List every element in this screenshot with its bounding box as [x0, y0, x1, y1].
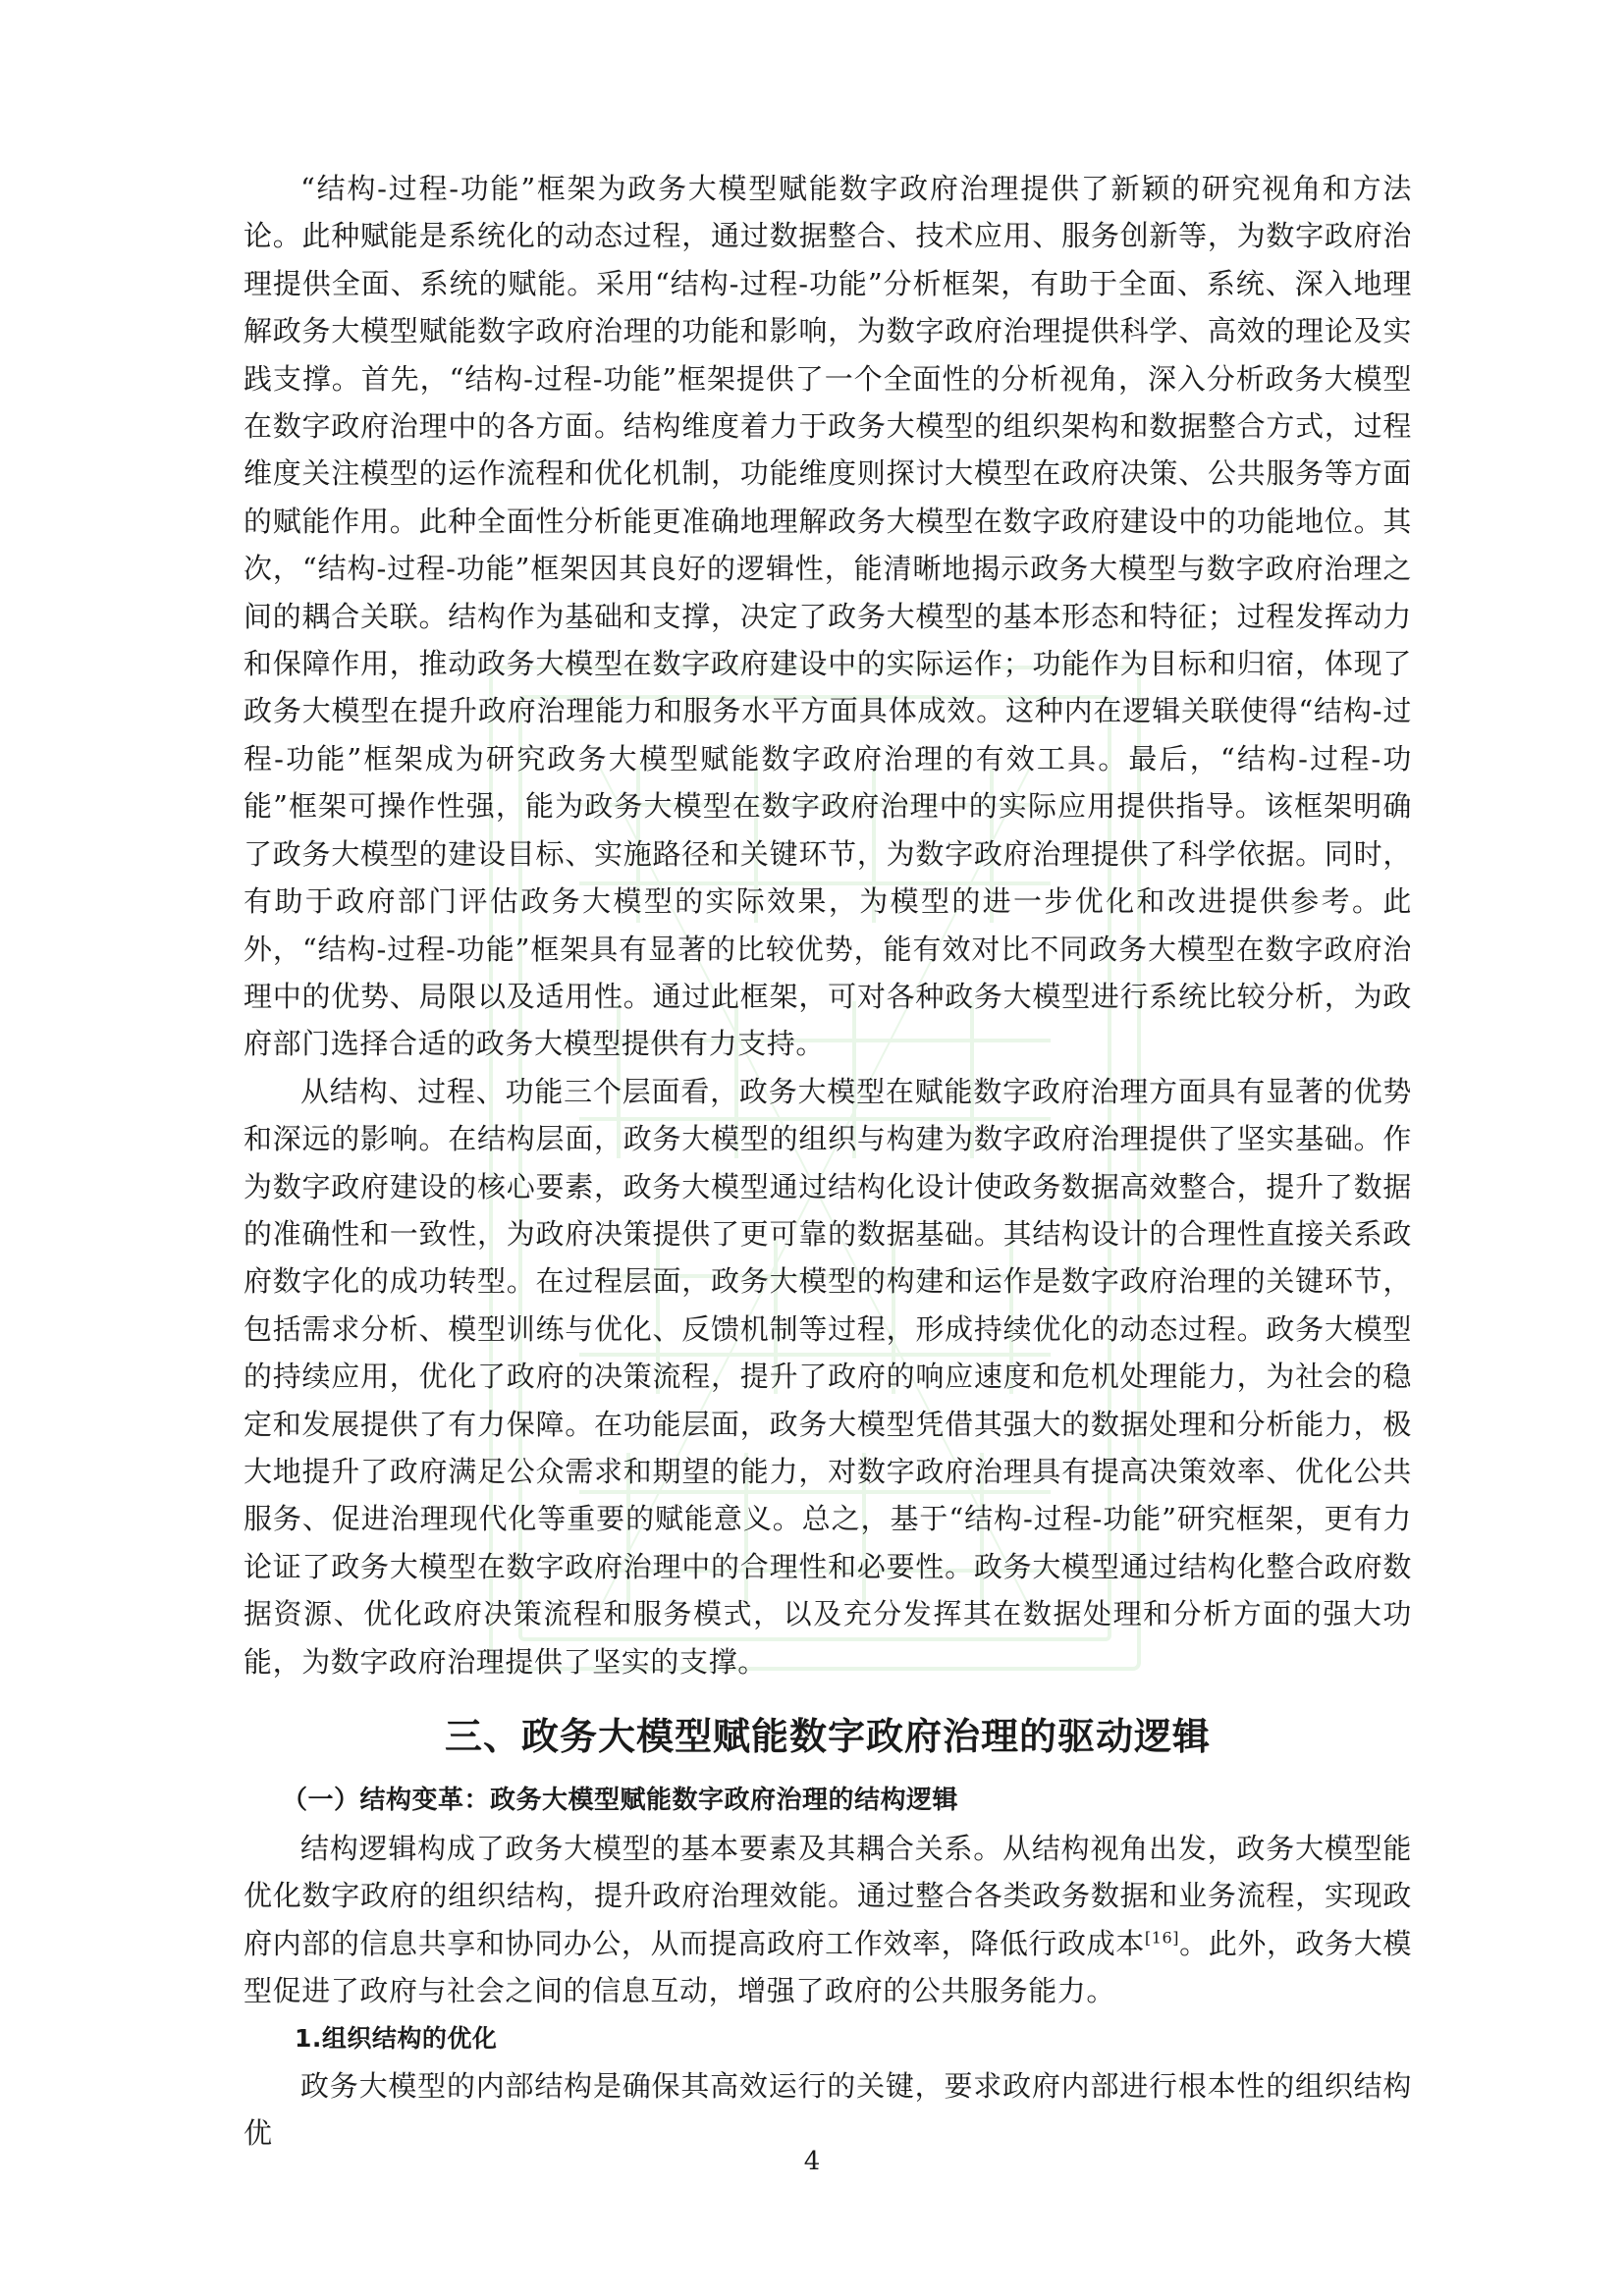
paragraph-structure-logic: [244, 1825, 1412, 2015]
page-number: 4: [803, 2147, 821, 2176]
item-heading-org-structure: 1.组织结构的优化: [295, 2023, 498, 2053]
paragraph-structure-logic-text-end: 。此外，政务大模型促进了政府与社会之间的信息互动，增强了政府的公共服务能力。: [244, 1926, 1412, 2008]
paragraph-framework-overview: “结构-过程-功能”框架为政务大模型赋能数字政府治理提供了新颖的研究视角和方法论。此种赋能是系统化的动态过程，通过数据整合、技术应用、服务创新等，为数字政府治理提供全面、系统的赋能。采用“结构-过程-功能”分析框架，有助于全面、系统、深入地理解政务大模型赋能数字政府治理的功能和影响，为数字政府治理提供科学、高效的理论及实践支撑。首先，“结构-过程-功能”框架提供了一个全面性的分析视角，深入分析政务大模型在数字政府治理中的各方面。结构维度着力于政务大模型的组织架构和数据整合方式，过程维度关注模型的运作流程和优化机制，功能维度则探讨大模型在政府决策、公共服务等方面的赋能作用。此种全面性分析能更准确地理解政务大模型在数字政府建设中的功能地位。其次，“结构-过程-功能”框架因其良好的逻辑性，能清晰地揭示政务大模型与数字政府治理之间的耦合关联。结构作为基础和支撑，决定了政务大模型的基本形态和特征；过程发挥动力和保障作用，推动政务大模型在数字政府建设中的实际运作；功能作为目标和归宿，体现了政务大模型在提升政府治理能力和服务水平方面具体成效。这种内在逻辑关联使得“结构-过程-功能”框架成为研究政务大模型赋能数字政府治理的有效工具。最后，“结构-过程-功能”框架可操作性强，能为政务大模型在数字政府治理中的实际应用提供指导。该框架明确了政务大模型的建设目标、实施路径和关键环节，为数字政府治理提供了科学依据。同时，有助于政府部门评估政务大模型的实际效果，为模型的进一步优化和改进提供参考。此外，“结构-过程-功能”框架具有显著的比较优势，能有效对比不同政务大模型在数字政府治理中的优势、局限以及适用性。通过此框架，可对各种政务大模型进行系统比较分析，为政府部门选择合适的政务大模型提供有力支持。: [244, 172, 1412, 1061]
section-heading-3: 三、政务大模型赋能数字政府治理的驱动逻辑: [444, 1715, 1211, 1758]
paragraph-structure-logic-text: 结构逻辑构成了政务大模型的基本要素及其耦合关系。从结构视角出发，政务大模型能优化数字政府的组织结构，提升政府治理效能。通过整合各类政务数据和业务流程，实现政府内部的信息共享和协同办公，从而提高政府工作效率，降低行政成本: [244, 1832, 1412, 1960]
subsection-heading-1: （一）结构变革：政务大模型赋能数字政府治理的结构逻辑: [282, 1786, 959, 1815]
paragraph-three-levels: 从结构、过程、功能三个层面看，政务大模型在赋能数字政府治理方面具有显著的优势和深远的影响。在结构层面，政务大模型的组织与构建为数字政府治理提供了坚实基础。作为数字政府建设的核心要素，政务大模型通过结构化设计使政务数据高效整合，提升了数据的准确性和一致性，为政府决策提供了更可靠的数据基础。其结构设计的合理性直接关系政府数字化的成功转型。在过程层面，政务大模型的构建和运作是数字政府治理的关键环节，包括需求分析、模型训练与优化、反馈机制等过程，形成持续优化的动态过程。政务大模型的持续应用，优化了政府的决策流程，提升了政府的响应速度和危机处理能力，为社会的稳定和发展提供了有力保障。在功能层面，政务大模型凭借其强大的数据处理和分析能力，极大地提升了政府满足公众需求和期望的能力，对数字政府治理具有提高决策效率、优化公共服务、促进治理现代化等重要的赋能意义。总之，基于“结构-过程-功能”研究框架，更有力论证了政务大模型在数字政府治理中的合理性和必要性。政务大模型通过结构化整合政府数据资源、优化政府决策流程和服务模式，以及充分发挥其在数据处理和分析方面的强大功能，为数字政府治理提供了坚实的支撑。: [244, 1074, 1412, 1679]
page-content: [244, 165, 1412, 2157]
citation-reference-16: [16]: [1144, 1928, 1180, 1948]
paragraph-internal-structure: 政务大模型的内部结构是确保其高效运行的关键，要求政府内部进行根本性的组织结构优: [244, 2068, 1412, 2151]
